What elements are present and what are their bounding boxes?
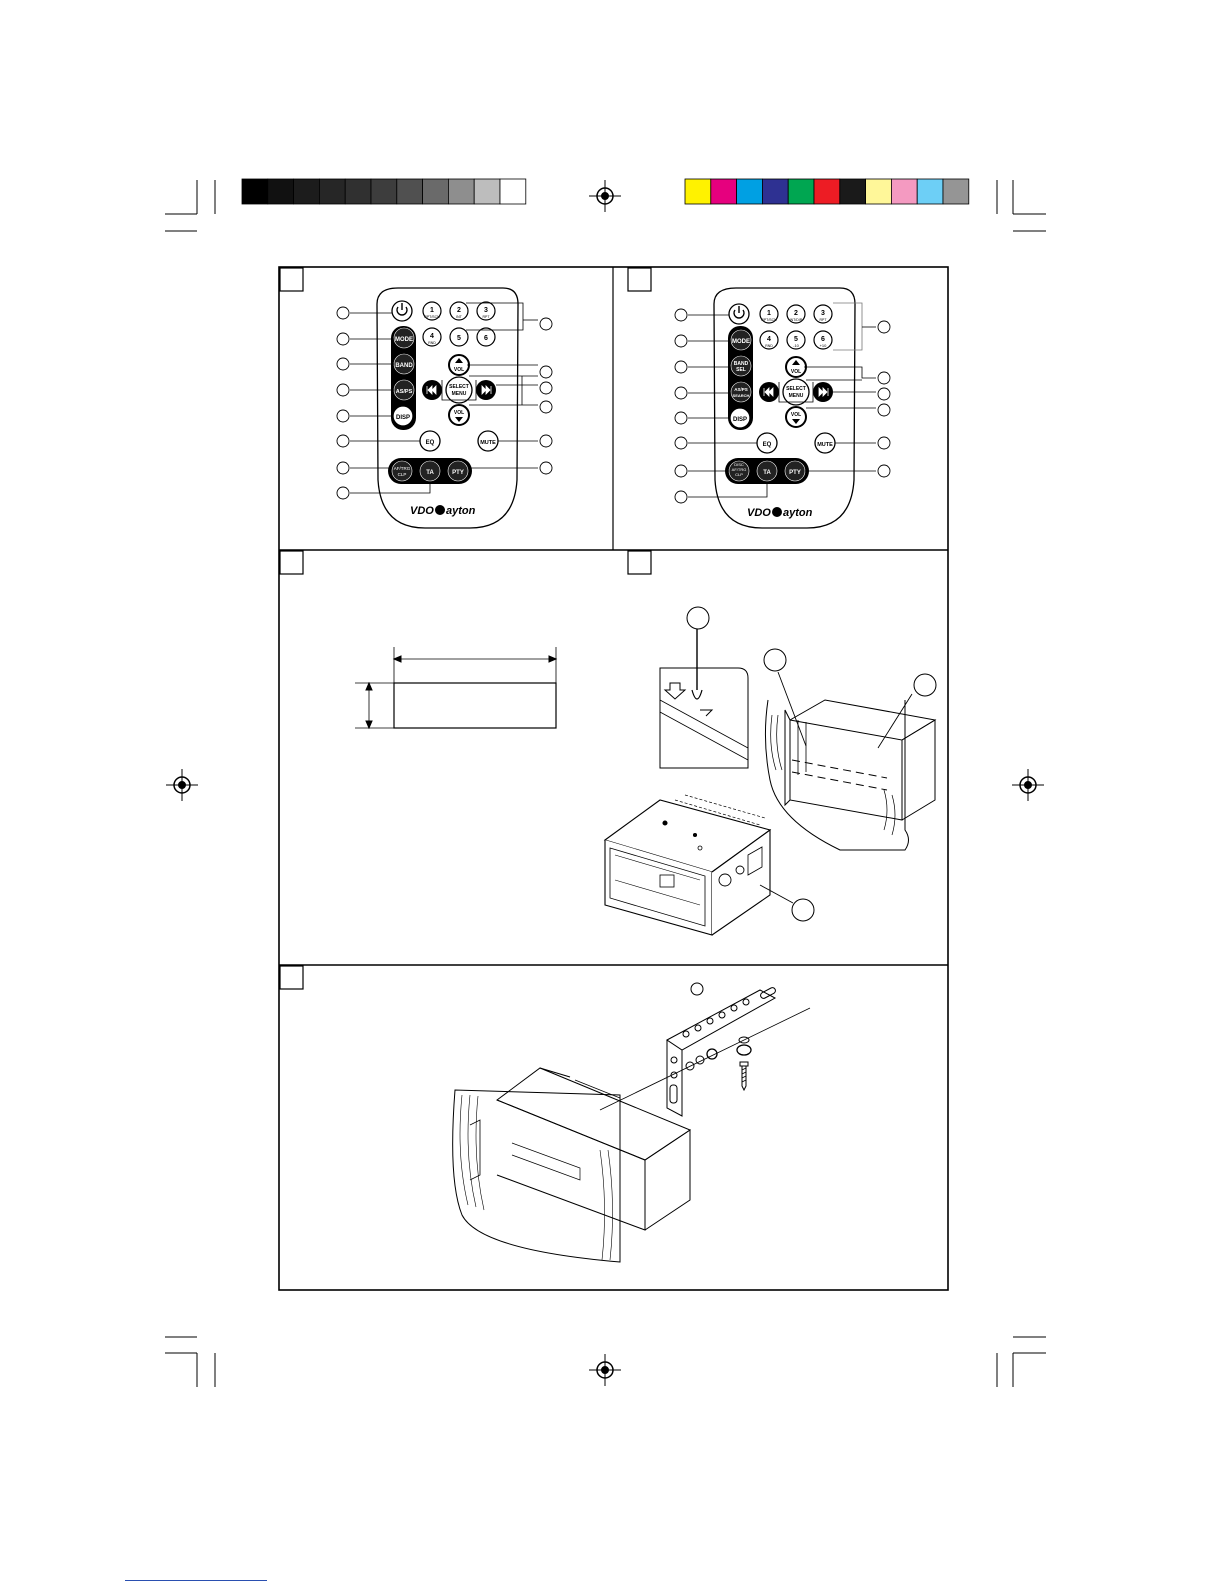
remote-b-key-2[interactable] xyxy=(787,305,805,323)
dashboard-panel xyxy=(765,700,908,850)
remote-b-key-6-sub: +10 xyxy=(819,343,827,348)
remote-b-vol-down-button[interactable] xyxy=(786,407,806,427)
rear-bracket-drawing xyxy=(453,983,810,1262)
remote-b-menu-label: MENU xyxy=(788,393,804,399)
remote-b-vol-down-label: VOL xyxy=(790,412,802,418)
remote-b-mute-label: MUTE xyxy=(817,442,833,448)
remote-a-menu-label: MENU xyxy=(451,391,467,397)
remote-a-key-3-label: 3 xyxy=(484,307,488,314)
remote-a-key-4-label: 4 xyxy=(430,333,434,340)
remote-b-af-button[interactable] xyxy=(729,461,749,481)
cutout-dimension-drawing xyxy=(355,647,556,728)
remote-a-key-6-label: 6 xyxy=(484,335,488,342)
remote-b-key-4-sub: RND xyxy=(765,344,773,348)
remote-b-disp-button[interactable] xyxy=(730,408,750,428)
remote-a-mute-button[interactable] xyxy=(478,431,498,451)
remote-a-vol-up-button[interactable] xyxy=(449,355,469,375)
remote-b-band-label: BAND xyxy=(733,361,749,367)
remote-a-mode-label: MODE xyxy=(395,337,413,343)
sleeve-installation-drawing xyxy=(605,607,936,935)
remote-a-eq-button[interactable] xyxy=(420,431,440,451)
remote-b-af3-label: CLP xyxy=(735,472,743,477)
remote-b-key-4-label: 4 xyxy=(767,336,771,343)
brand-swirl-icon xyxy=(435,505,445,515)
remote-a-ta-label: TA xyxy=(426,470,434,476)
callout-bracket xyxy=(691,983,703,995)
remote-b-select-label: SELECT xyxy=(786,386,806,392)
remote-b-select-button[interactable] xyxy=(783,379,809,405)
remote-b-key-6-label: 6 xyxy=(821,336,825,343)
remote-b-mode-button[interactable] xyxy=(731,330,751,350)
remote-a-key-1-label: 1 xyxy=(430,307,434,314)
remote-a-key-1[interactable] xyxy=(423,302,441,320)
remote-a-key-2-label: 2 xyxy=(457,307,461,314)
callout-tool xyxy=(687,607,709,629)
remote-a-vol-down-label: VOL xyxy=(453,410,465,416)
remote-a-af-label: AF/TRG xyxy=(393,466,411,471)
remote-b-key-1-sub: RPT/SCN xyxy=(761,318,777,322)
remote-b-mute-button[interactable] xyxy=(815,433,835,453)
remote-b-af2-label: AF/TRG xyxy=(731,467,747,472)
remote-a-asps-button[interactable] xyxy=(394,380,414,400)
remote-b-key-1[interactable] xyxy=(760,305,778,323)
remote-b-key-5-sub: -10 xyxy=(793,343,799,348)
remote-b-af-label: DISC xyxy=(734,462,744,467)
remote-b-ta-label: TA xyxy=(763,470,771,476)
remote-a-ta-button[interactable] xyxy=(420,461,440,481)
remote-a-key-3[interactable] xyxy=(477,302,495,320)
remote-a-brand-right: ayton xyxy=(446,505,476,517)
remote-b-band2-label: SEL xyxy=(736,367,746,373)
remote-b-pty-button[interactable] xyxy=(785,461,805,481)
remote-a-key-5[interactable] xyxy=(450,328,468,346)
remote-b-asps2-label: SEARCH xyxy=(732,393,750,398)
registration-mark-right xyxy=(1012,769,1044,801)
remote-a-disp-button[interactable] xyxy=(393,406,413,426)
remote-a-af-button[interactable] xyxy=(392,461,412,481)
remote-b-next-button[interactable] xyxy=(813,382,833,402)
cutout-rectangle xyxy=(394,683,556,728)
panel-box-4 xyxy=(628,551,651,574)
remote-a-disp-label: DISP xyxy=(395,415,411,421)
remote-a-prev-button[interactable] xyxy=(422,380,442,400)
head-unit xyxy=(605,795,770,935)
remote-a-select-button[interactable] xyxy=(446,377,472,403)
remote-b-mode-label: MODE xyxy=(732,339,750,345)
remote-b-key-2-sub: INT/DIR xyxy=(789,318,803,322)
remote-control-a xyxy=(337,288,552,528)
remote-a-next-button[interactable] xyxy=(476,380,496,400)
remote-b-brand-right: ayton xyxy=(783,507,813,519)
remote-b-ta-button[interactable] xyxy=(757,461,777,481)
remote-b-key-1-label: 1 xyxy=(767,310,771,317)
remote-b-eq-label: EQ xyxy=(762,442,772,448)
panel-box-2 xyxy=(628,268,651,291)
remote-b-key-3-sub: RPT xyxy=(819,318,827,322)
registration-mark-bottom xyxy=(589,1354,621,1386)
remote-b-asps-label: AS/PS xyxy=(734,387,748,392)
remote-a-pty-button[interactable] xyxy=(448,461,468,481)
remote-b-key-5-label: 5 xyxy=(794,336,798,343)
panel-box-1 xyxy=(280,268,303,291)
remote-a-key-2[interactable] xyxy=(450,302,468,320)
panel-box-5 xyxy=(280,966,303,989)
remote-a-key-4-sub: RND xyxy=(428,341,436,345)
remote-a-af2-label: CLP xyxy=(397,472,407,477)
remote-b-prev-button[interactable] xyxy=(759,382,779,402)
brand-swirl-icon xyxy=(772,507,782,517)
remote-b-power-button[interactable] xyxy=(729,304,749,324)
mounting-sleeve-rear xyxy=(470,1068,690,1250)
remote-a-band-button[interactable] xyxy=(394,354,414,374)
panel-box-3 xyxy=(280,551,303,574)
callout-head-unit xyxy=(792,899,814,921)
remote-b-vol-up-label: VOL xyxy=(790,369,802,375)
remote-a-vol-down-button[interactable] xyxy=(449,405,469,425)
remote-a-vol-up-label: VOL xyxy=(453,367,465,373)
mounting-sleeve xyxy=(785,700,935,820)
remote-a-asps-label: AS/PS xyxy=(395,389,413,395)
remote-b-key-2-label: 2 xyxy=(794,310,798,317)
remote-a-band-label: BAND xyxy=(395,363,413,369)
remote-a-mute-label: MUTE xyxy=(480,440,496,446)
remote-a-key-3-sub: RPT xyxy=(482,315,490,319)
remote-a-key-4[interactable] xyxy=(423,328,441,346)
remote-a-key-1-sub: RPT/SCN xyxy=(424,315,440,319)
remote-b-pty-label: PTY xyxy=(789,470,801,476)
footer-rule xyxy=(125,1580,267,1581)
registration-mark-left xyxy=(166,769,198,801)
remote-a-key-2-sub: INT xyxy=(456,315,462,319)
remote-b-brand-left: VDO xyxy=(747,507,771,519)
remote-b-key-4[interactable] xyxy=(760,331,778,349)
remote-b-vol-up-button[interactable] xyxy=(786,357,806,377)
remote-b-key-5[interactable] xyxy=(787,331,805,349)
remote-b-eq-button[interactable] xyxy=(757,433,777,453)
remote-a-pty-label: PTY xyxy=(452,470,464,476)
remote-a-brand-left: VDO xyxy=(410,505,434,517)
remote-control-b xyxy=(675,288,890,528)
remote-a-select-label: SELECT xyxy=(449,384,469,390)
remote-b-band-button[interactable] xyxy=(731,356,751,376)
remote-b-key-3-label: 3 xyxy=(821,310,825,317)
remote-a-mode-button[interactable] xyxy=(394,328,414,348)
remote-a-power-button[interactable] xyxy=(392,301,412,321)
remote-b-key-3[interactable] xyxy=(814,305,832,323)
remote-b-disp-label: DISP xyxy=(732,417,748,423)
remote-a-key-6[interactable] xyxy=(477,328,495,346)
callout-dashboard xyxy=(764,649,786,671)
remote-a-eq-label: EQ xyxy=(425,440,435,446)
remote-b-asps-button[interactable] xyxy=(731,382,751,402)
callout-sleeve xyxy=(914,674,936,696)
remote-b-key-6[interactable] xyxy=(814,331,832,349)
arrow-down-outline-icon xyxy=(665,683,685,699)
remote-a-key-5-label: 5 xyxy=(457,335,461,342)
